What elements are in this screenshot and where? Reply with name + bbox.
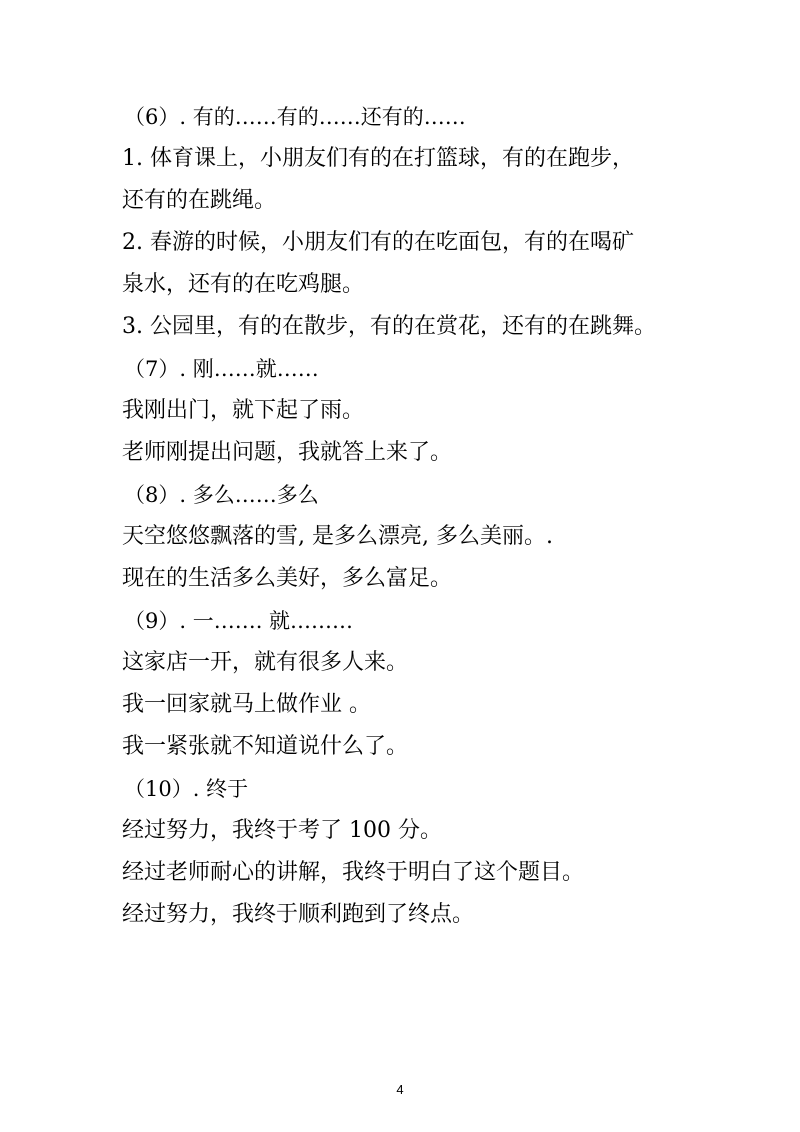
text-line: 2. 春游的时候，小朋友们有的在吃面包，有的在喝矿 — [122, 230, 634, 255]
text-line: 3. 公园里，有的在散步，有的在赏花，还有的在跳舞。 — [122, 314, 656, 339]
section-heading-8: （8）. 多么……多么 — [124, 483, 319, 507]
section-heading-10: （10）. 终于 — [124, 777, 249, 801]
text-line: 我刚出门，就下起了雨。 — [122, 398, 365, 423]
text-line: 我一回家就马上做作业 。 — [122, 692, 371, 717]
text-line: 泉水，还有的在吃鸡腿。 — [122, 272, 365, 297]
text-line: 经过老师耐心的讲解，我终于明白了这个题目。 — [122, 860, 585, 885]
section-heading-7: （7）. 刚……就…… — [124, 357, 319, 381]
text-line: 1. 体育课上，小朋友们有的在打篮球，有的在跑步， — [122, 146, 634, 171]
text-line: 经过努力，我终于顺利跑到了终点。 — [122, 902, 475, 927]
text-line: 老师刚提出问题，我就答上来了。 — [122, 440, 453, 465]
text-line: 现在的生活多么美好，多么富足。 — [122, 566, 453, 591]
page-number: 4 — [396, 1082, 404, 1097]
text-line: 这家店一开，就有很多人来。 — [122, 650, 409, 675]
text-line: 天空悠悠飘落的雪, 是多么漂亮, 多么美丽。. — [122, 524, 553, 549]
text-line: 我一紧张就不知道说什么了。 — [122, 734, 409, 759]
section-heading-6: （6）. 有的……有的……还有的…… — [124, 105, 466, 129]
text-line: 经过努力，我终于考了 100 分。 — [122, 818, 442, 843]
text-line: 还有的在跳绳。 — [122, 188, 277, 213]
section-heading-9: （9）. 一……. 就……… — [124, 609, 354, 633]
